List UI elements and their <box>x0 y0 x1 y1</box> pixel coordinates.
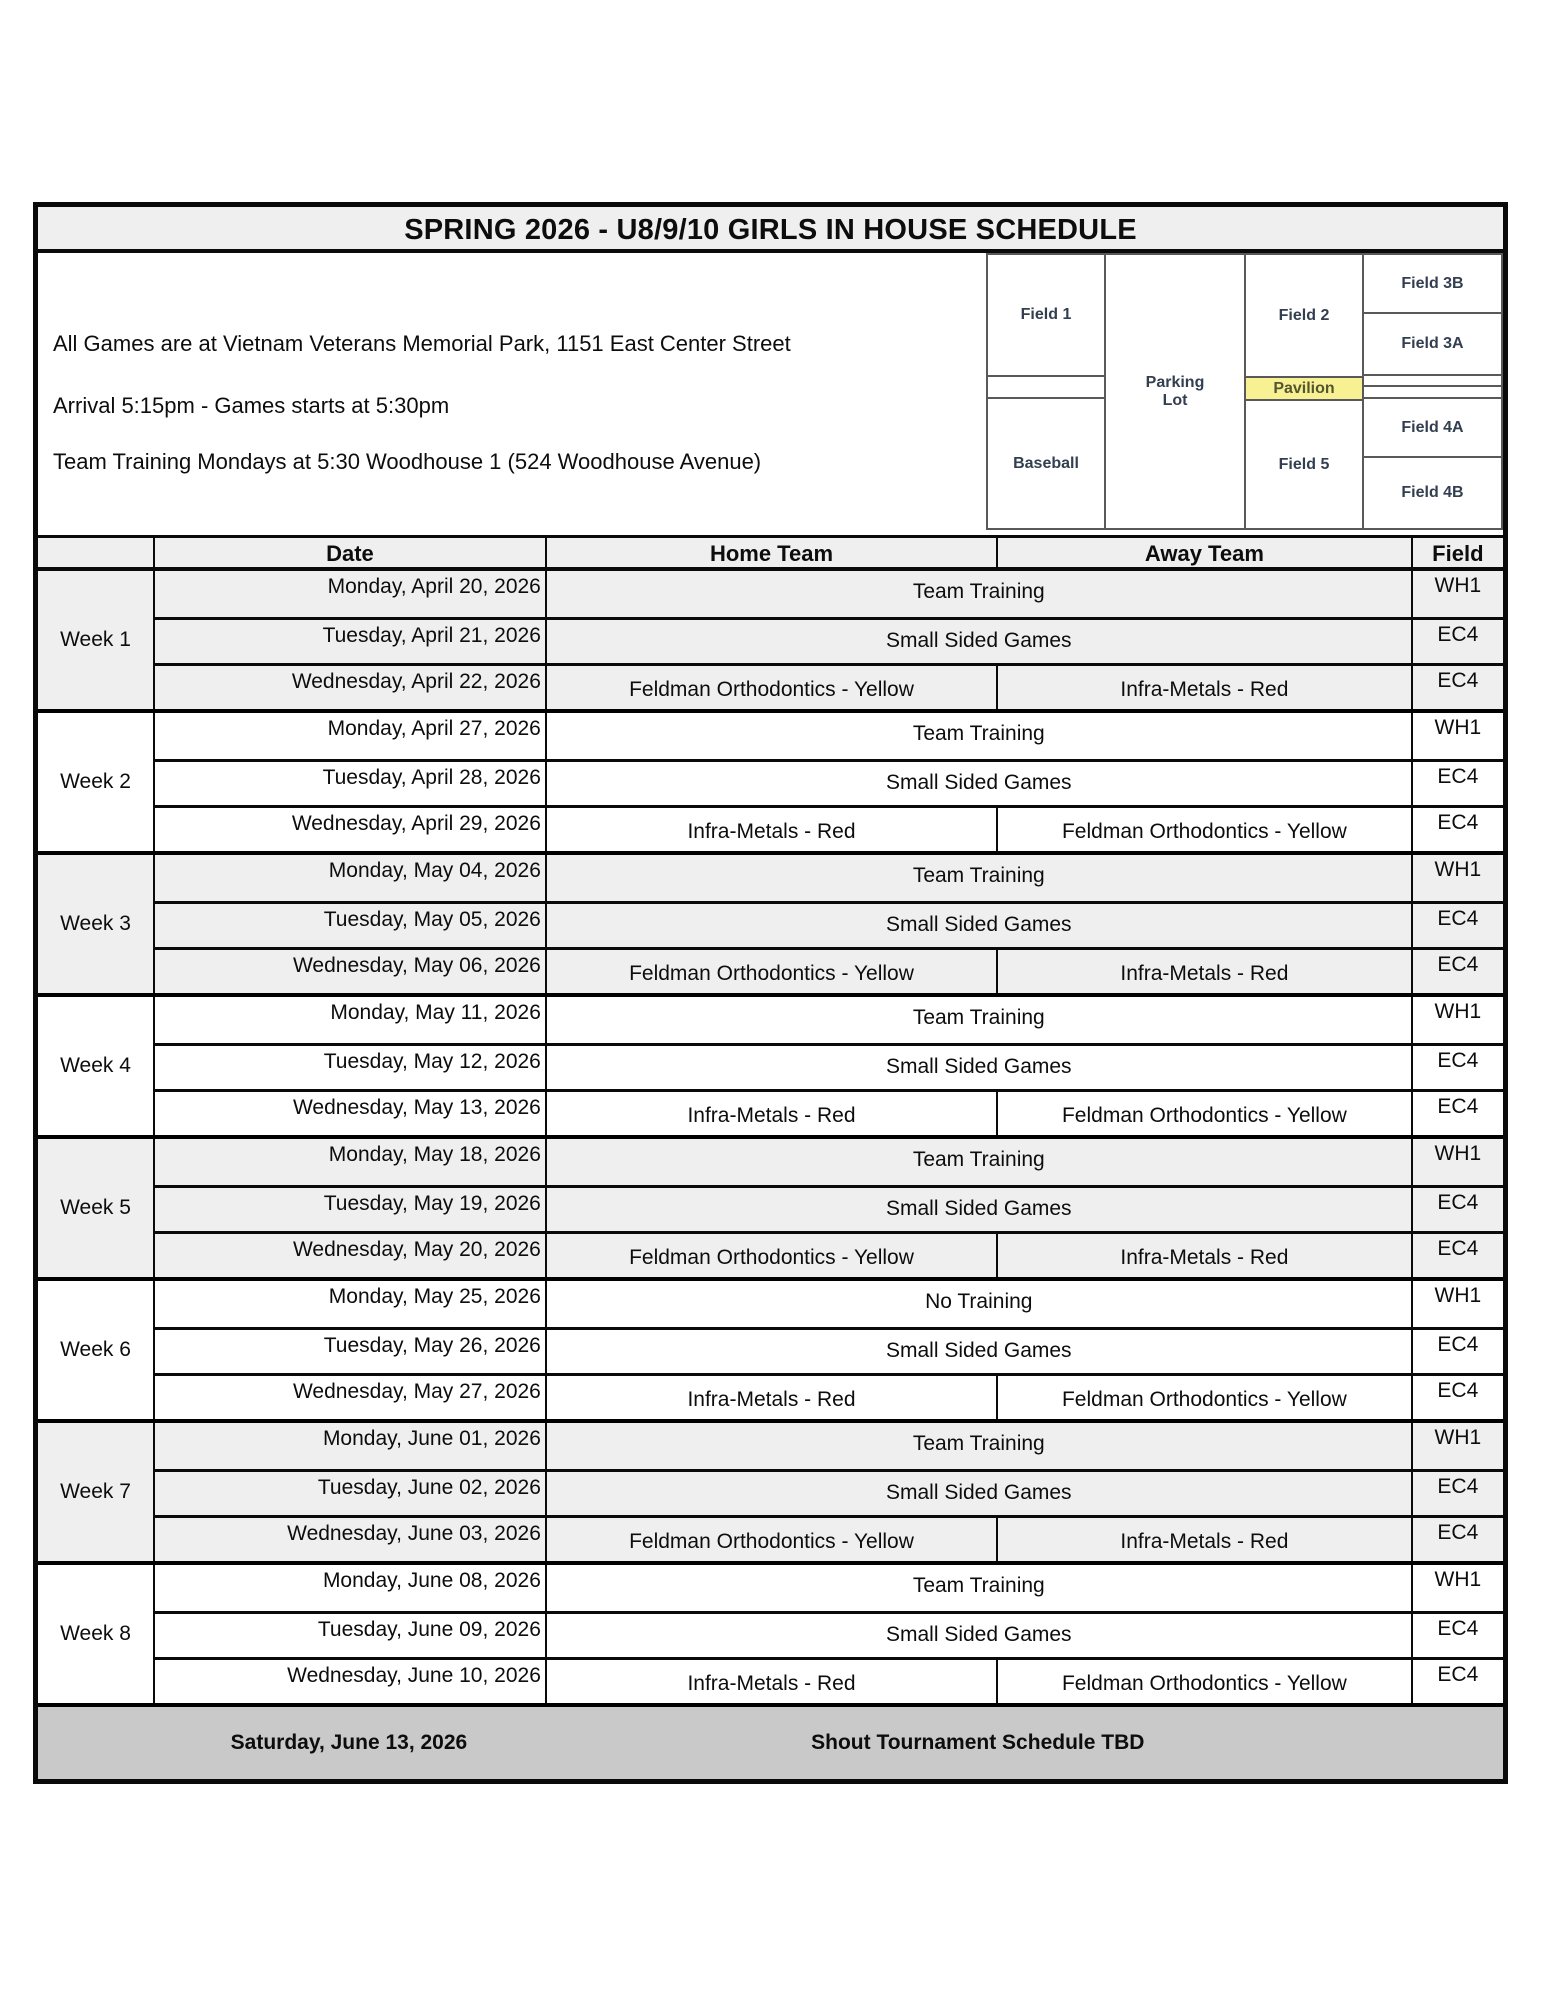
away-team-cell: Feldman Orthodontics - Yellow <box>996 1089 1411 1135</box>
schedule-table <box>33 202 1508 1784</box>
away-team-cell: Feldman Orthodontics - Yellow <box>996 1657 1411 1703</box>
event-cell: Small Sided Games <box>545 901 1411 947</box>
map-field-4b: Field 4B <box>1401 484 1464 501</box>
date-cell: Wednesday, April 22, 2026 <box>153 663 545 709</box>
event-cell: Small Sided Games <box>545 1611 1411 1657</box>
map-column-west <box>988 255 1106 528</box>
map-field-1: Field 1 <box>988 255 1104 377</box>
home-team-cell: Feldman Orthodontics - Yellow <box>545 1515 996 1561</box>
week-label: Week 3 <box>60 912 131 935</box>
event-cell: Small Sided Games <box>545 1043 1411 1089</box>
date-cell: Monday, May 18, 2026 <box>153 1139 545 1185</box>
event-cell: Team Training <box>545 1139 1411 1185</box>
field-cell: EC4 <box>1411 1611 1503 1657</box>
away-team-cell: Feldman Orthodontics - Yellow <box>996 1373 1411 1419</box>
table-header <box>38 535 1503 571</box>
date-cell: Wednesday, May 20, 2026 <box>153 1231 545 1277</box>
field-map <box>986 253 1503 530</box>
map-parking-lot <box>1106 255 1244 528</box>
field-cell: EC4 <box>1411 1231 1503 1277</box>
away-team-cell: Infra-Metals - Red <box>996 663 1411 709</box>
map-gap <box>988 377 1104 399</box>
date-cell: Wednesday, June 10, 2026 <box>153 1657 545 1703</box>
date-cell: Tuesday, April 28, 2026 <box>153 759 545 805</box>
week-label: Week 7 <box>60 1480 131 1503</box>
field-cell: EC4 <box>1411 617 1503 663</box>
field-cell: EC4 <box>1411 663 1503 709</box>
event-cell: Team Training <box>545 1565 1411 1611</box>
event-cell: Team Training <box>545 571 1411 617</box>
week-label: Week 6 <box>60 1338 131 1361</box>
field-cell: EC4 <box>1411 1327 1503 1373</box>
field-cell: WH1 <box>1411 571 1503 617</box>
date-cell: Tuesday, April 21, 2026 <box>153 617 545 663</box>
tournament-date: Saturday, June 13, 2026 <box>230 1731 468 1754</box>
week-block-2 <box>38 713 1503 855</box>
date-cell: Wednesday, June 03, 2026 <box>153 1515 545 1561</box>
field-cell: EC4 <box>1411 1089 1503 1135</box>
field-cell: EC4 <box>1411 1657 1503 1703</box>
field-cell: WH1 <box>1411 713 1503 759</box>
date-cell: Monday, June 01, 2026 <box>153 1423 545 1469</box>
week-label: Week 2 <box>60 770 131 793</box>
page-title: SPRING 2026 - U8/9/10 GIRLS IN HOUSE SCHEDULE <box>38 207 1503 253</box>
header-home-team: Home Team <box>545 538 996 567</box>
date-cell: Monday, May 04, 2026 <box>153 855 545 901</box>
date-cell: Monday, April 27, 2026 <box>153 713 545 759</box>
field-cell: WH1 <box>1411 1281 1503 1327</box>
map-baseball: Baseball <box>1013 454 1079 472</box>
map-pavilion: Pavilion <box>1246 378 1362 401</box>
event-cell: Team Training <box>545 713 1411 759</box>
event-cell: Small Sided Games <box>545 617 1411 663</box>
field-cell: WH1 <box>1411 1565 1503 1611</box>
field-cell: EC4 <box>1411 805 1503 851</box>
week-label: Week 5 <box>60 1196 131 1219</box>
field-cell: EC4 <box>1411 901 1503 947</box>
map-column-east <box>1364 255 1501 528</box>
map-field-4a: Field 4A <box>1364 399 1501 458</box>
date-cell: Monday, April 20, 2026 <box>153 571 545 617</box>
date-cell: Tuesday, May 12, 2026 <box>153 1043 545 1089</box>
date-cell: Monday, May 25, 2026 <box>153 1281 545 1327</box>
away-team-cell: Infra-Metals - Red <box>996 947 1411 993</box>
date-cell: Tuesday, May 26, 2026 <box>153 1327 545 1373</box>
event-cell: Team Training <box>545 997 1411 1043</box>
home-team-cell: Feldman Orthodontics - Yellow <box>545 947 996 993</box>
home-team-cell: Infra-Metals - Red <box>545 1657 996 1703</box>
week-block-3 <box>38 855 1503 997</box>
field-cell: EC4 <box>1411 1515 1503 1561</box>
event-cell: Small Sided Games <box>545 1185 1411 1231</box>
week-label: Week 8 <box>60 1622 131 1645</box>
date-cell: Tuesday, May 05, 2026 <box>153 901 545 947</box>
field-cell: WH1 <box>1411 1423 1503 1469</box>
tournament-row <box>38 1707 1503 1779</box>
home-team-cell: Infra-Metals - Red <box>545 1373 996 1419</box>
date-cell: Tuesday, June 02, 2026 <box>153 1469 545 1515</box>
home-team-cell: Feldman Orthodontics - Yellow <box>545 663 996 709</box>
event-cell: Small Sided Games <box>545 759 1411 805</box>
info-location: All Games are at Vietnam Veterans Memorial Park, 1151 East Center Street <box>53 331 791 356</box>
week-block-5 <box>38 1139 1503 1281</box>
date-cell: Wednesday, May 27, 2026 <box>153 1373 545 1419</box>
week-block-4 <box>38 997 1503 1139</box>
home-team-cell: Infra-Metals - Red <box>545 1089 996 1135</box>
field-cell: EC4 <box>1411 1373 1503 1419</box>
away-team-cell: Infra-Metals - Red <box>996 1515 1411 1561</box>
event-cell: Team Training <box>545 1423 1411 1469</box>
field-cell: EC4 <box>1411 1469 1503 1515</box>
field-cell: WH1 <box>1411 855 1503 901</box>
home-team-cell: Feldman Orthodontics - Yellow <box>545 1231 996 1277</box>
header-date: Date <box>153 538 545 567</box>
date-cell: Wednesday, April 29, 2026 <box>153 805 545 851</box>
map-field-3b: Field 3B <box>1364 255 1501 314</box>
away-team-cell: Infra-Metals - Red <box>996 1231 1411 1277</box>
field-cell: WH1 <box>1411 1139 1503 1185</box>
week-label: Week 4 <box>60 1054 131 1077</box>
map-field-5: Field 5 <box>1278 455 1330 473</box>
event-cell: Small Sided Games <box>545 1327 1411 1373</box>
field-cell: EC4 <box>1411 1043 1503 1089</box>
week-block-7 <box>38 1423 1503 1565</box>
week-block-6 <box>38 1281 1503 1423</box>
info-arrival: Arrival 5:15pm - Games starts at 5:30pm <box>53 393 450 418</box>
week-block-1 <box>38 571 1503 713</box>
header-away-team: Away Team <box>996 538 1411 567</box>
field-cell: WH1 <box>1411 997 1503 1043</box>
map-column-parking <box>1106 255 1246 528</box>
map-parking-lot-label: Parking Lot <box>1145 373 1205 409</box>
map-column-center <box>1246 255 1364 528</box>
event-cell: Small Sided Games <box>545 1469 1411 1515</box>
field-cell: EC4 <box>1411 947 1503 993</box>
date-cell: Monday, June 08, 2026 <box>153 1565 545 1611</box>
map-gap <box>1364 376 1501 387</box>
field-cell: EC4 <box>1411 759 1503 805</box>
map-field-2: Field 2 <box>1246 255 1362 378</box>
tournament-event: Shout Tournament Schedule TBD <box>811 1731 1145 1754</box>
field-cell: EC4 <box>1411 1185 1503 1231</box>
date-cell: Wednesday, May 13, 2026 <box>153 1089 545 1135</box>
info-section <box>38 253 1503 535</box>
date-cell: Tuesday, June 09, 2026 <box>153 1611 545 1657</box>
date-cell: Monday, May 11, 2026 <box>153 997 545 1043</box>
header-field: Field <box>1411 538 1503 567</box>
event-cell: Team Training <box>545 855 1411 901</box>
event-cell: No Training <box>545 1281 1411 1327</box>
map-field-3a: Field 3A <box>1364 314 1501 376</box>
info-training: Team Training Mondays at 5:30 Woodhouse 1 (524 Woodhouse Avenue) <box>53 449 762 474</box>
header-week <box>38 538 153 567</box>
week-label: Week 1 <box>60 628 131 651</box>
week-block-8 <box>38 1565 1503 1707</box>
away-team-cell: Feldman Orthodontics - Yellow <box>996 805 1411 851</box>
date-cell: Wednesday, May 06, 2026 <box>153 947 545 993</box>
home-team-cell: Infra-Metals - Red <box>545 805 996 851</box>
date-cell: Tuesday, May 19, 2026 <box>153 1185 545 1231</box>
map-gap <box>1364 387 1501 399</box>
